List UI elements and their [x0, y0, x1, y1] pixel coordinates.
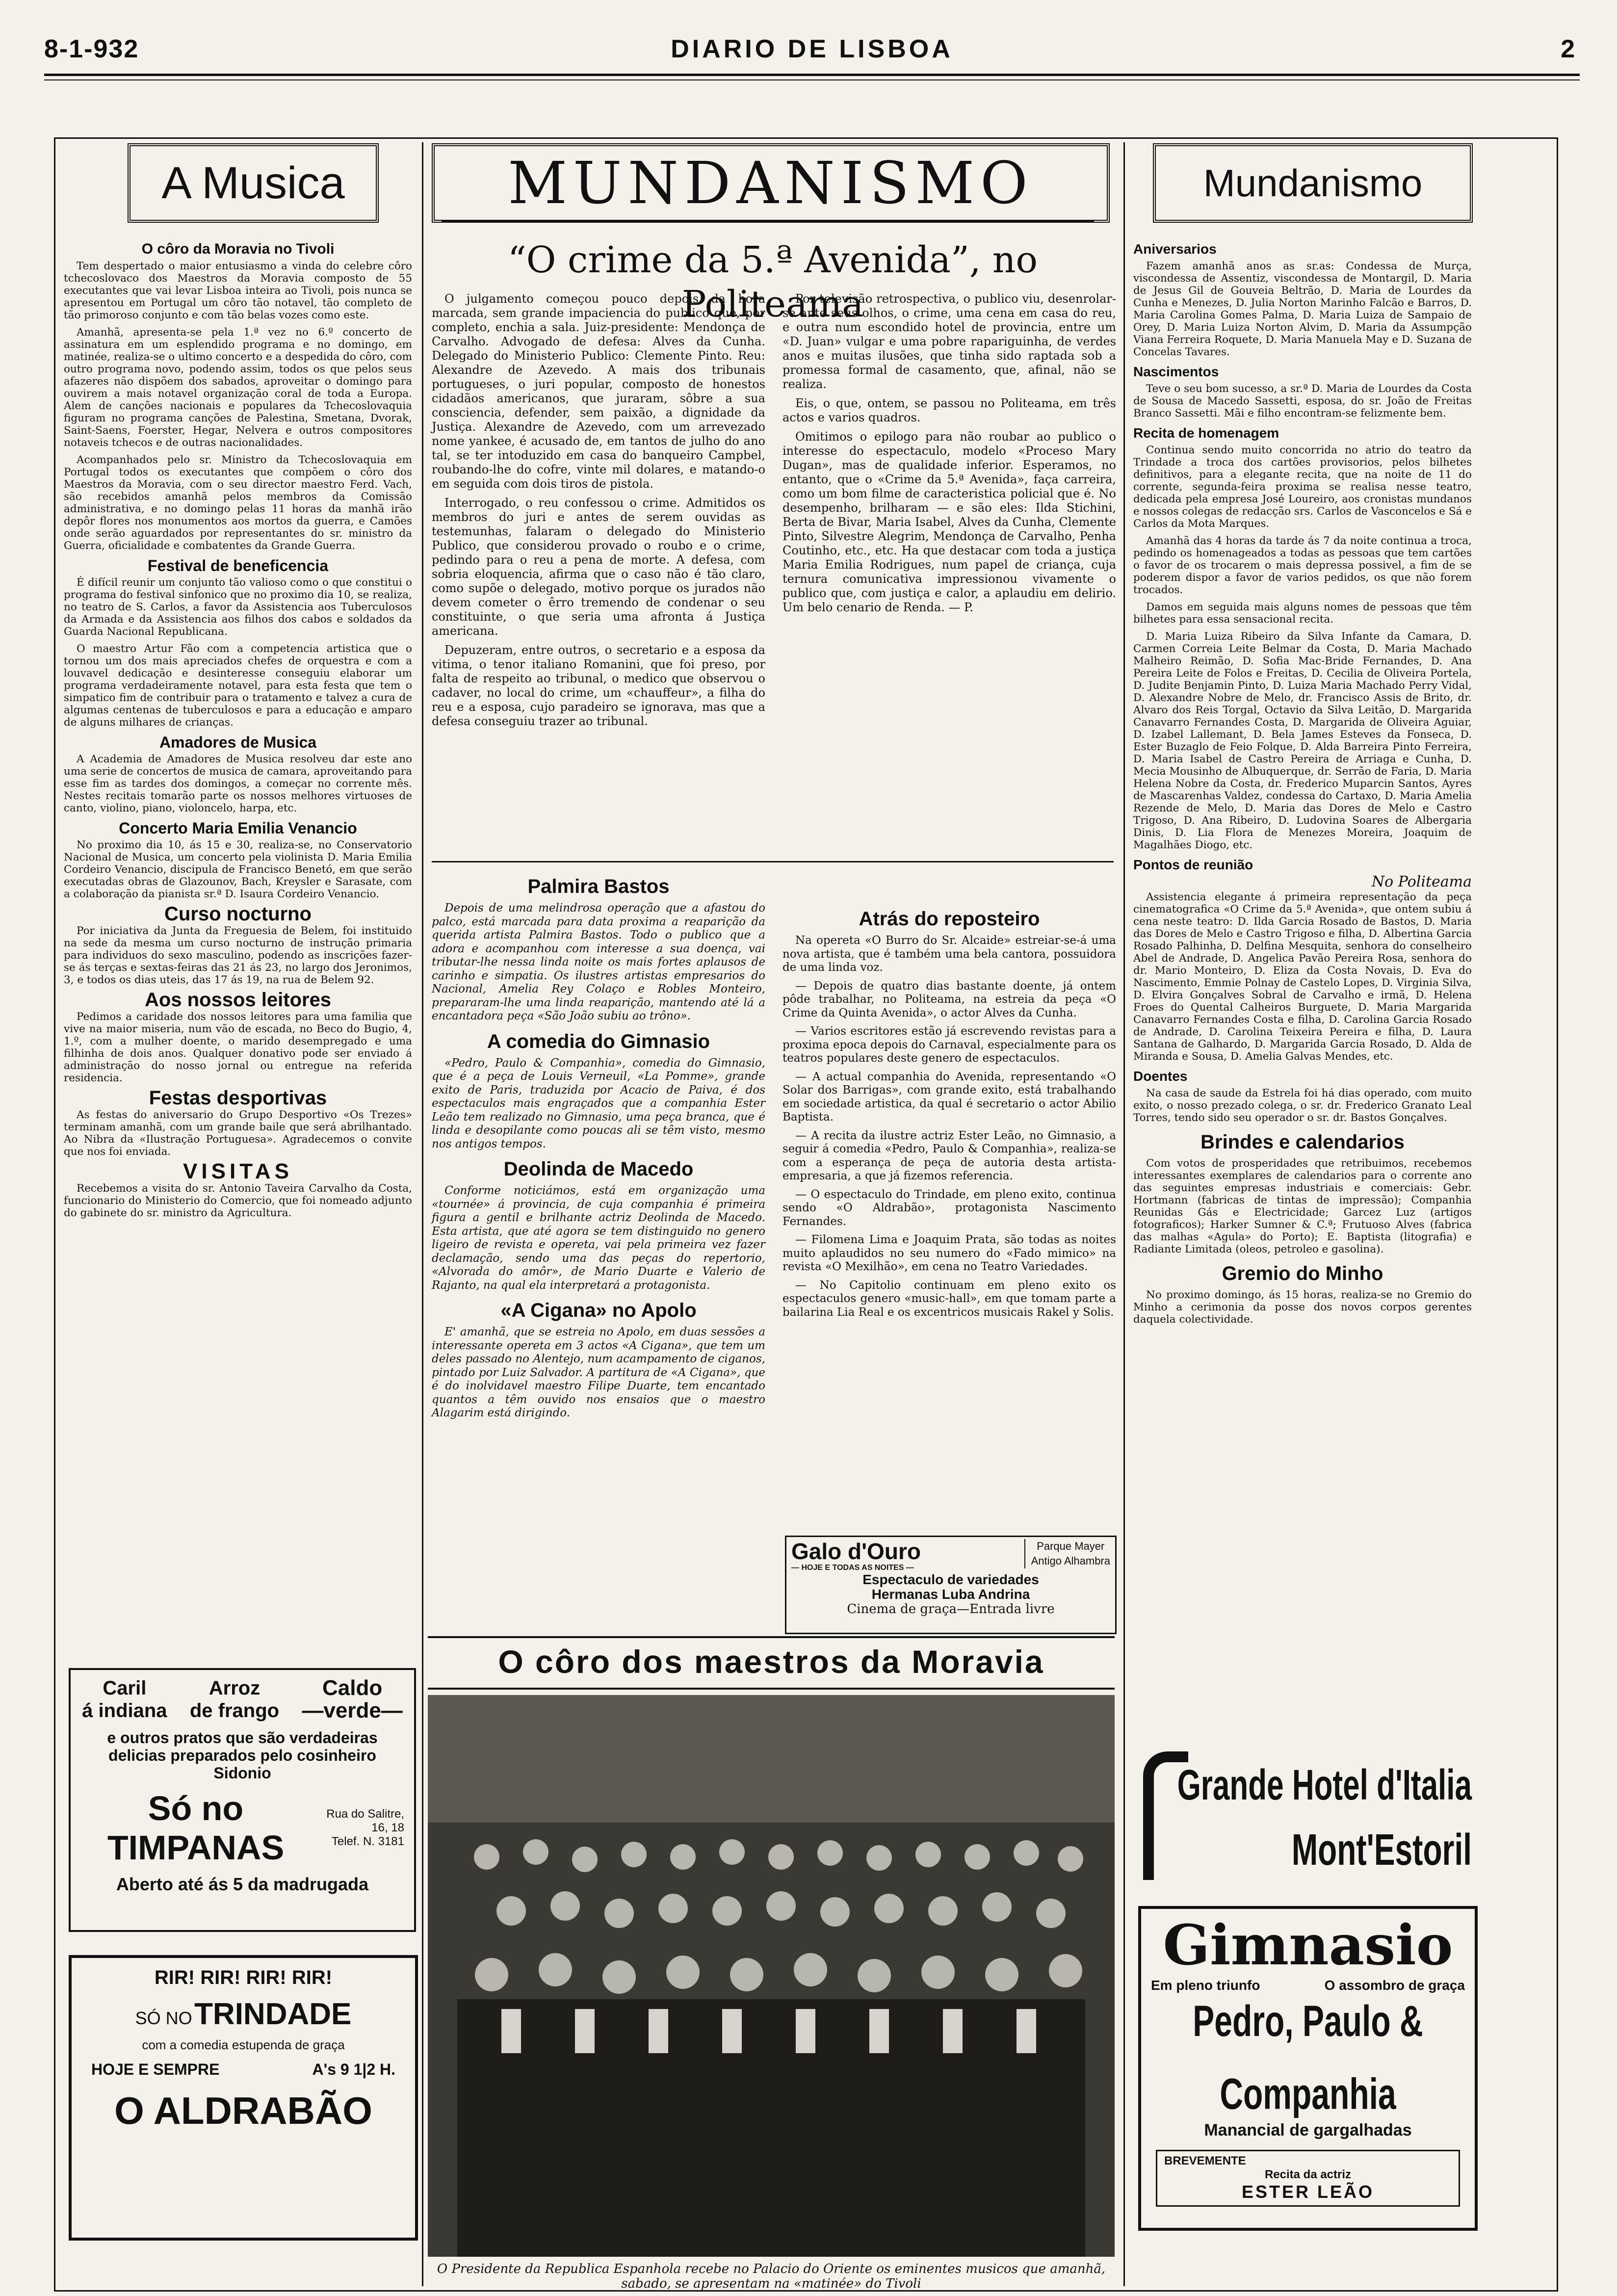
- brevemente-label: BREVEMENTE: [1164, 2154, 1246, 2167]
- crime-paragraph-5: Eis, o que, ontem, se passou no Politeama, em três actos e varios quadros.: [782, 396, 1116, 424]
- galo-line-3: Cinema de graça—Entrada livre: [847, 1602, 1055, 1617]
- theatre-column-left: [432, 868, 765, 1425]
- galo-line-2: Hermanas Luba Andrina: [871, 1587, 1030, 1602]
- gimnasio-brevemente-box: [1156, 2150, 1460, 2207]
- musica-heading: A Musica: [128, 143, 379, 223]
- musica-column: [64, 235, 412, 1224]
- galo-line-1: Espectaculo de variedades: [862, 1572, 1039, 1587]
- pontos-heading: Pontos de reunião: [1133, 857, 1253, 872]
- recita-paragraph-3: Damos em seguida mais alguns nomes de pessoas que têm bilhetes para essa sensacional recita.: [1133, 601, 1472, 626]
- deolinda-paragraph: Conforme noticiámos, está em organização uma «tournée» á provincia, de cuja companhia é primeira figura a gentil e brilhante actriz Deolinda de Macedo. Esta artista, que até agora se tem distinguido no genero ligeiro de revista e opereta, vai pela primeira vez fazer declamação, sendo uma das peças do repertorio, «Alvorada do amôr», de Mario Duarte e Valerio de Rajanto, na qual ela interpretará a protagonista.: [432, 1184, 765, 1292]
- caril-item: Caril á indiana: [82, 1677, 167, 1722]
- masthead-rule: [44, 74, 1580, 76]
- choir-photo-illustration: [428, 1695, 1115, 2257]
- deolinda-heading: Deolinda de Macedo: [503, 1158, 694, 1180]
- reposteiro-paragraph-2: — Depois de quatro dias bastante doente, já ontem pôde trabalhar, no Politeama, na estreia da peça «O Crime da Quinta Avenida», o actor Alves da Cunha.: [782, 979, 1116, 1019]
- crime-paragraph-2: Interrogado, o reu confessou o crime. Admitidos os membros do juri e antes de serem ouvidas as testemunhas, falaram o delegado do Ministerio Publico, que considerou provado o roubo e o crime, pedindo para o reu a pena de morte. A defesa, com sobria eloquencia, afirma que o caso não é tão claro, como supõe o delegado, motivo porque os jurados não devem cometer o êrro tremendo de condenar o seu constituinte, o que seria uma afronta á Justiça americana.: [432, 496, 765, 638]
- palmira-heading: Palmira Bastos: [527, 876, 670, 897]
- politeama-subheading: No Politeama: [1371, 873, 1472, 890]
- photo-title: O côro dos maestros da Moravia: [498, 1644, 1044, 1680]
- reposteiro-paragraph-3: — Varios escritores estão já escrevendo revistas para a proxima epoca depois do Carnaval, especialmente para os teatros populares deste genero de espectaculos.: [782, 1025, 1116, 1065]
- reposteiro-paragraph-7: — Filomena Lima e Joaquim Prata, são todas as noites muito aplaudidos no seu numero do «Fado mimico» na revista «O Mexilhão», em cena no Teatro Variedades.: [782, 1233, 1116, 1273]
- mundanismo-small-heading: Mundanismo: [1153, 143, 1473, 223]
- reposteiro-paragraph-8: — No Capitolio continuam em pleno exito os espectaculos genero «music-hall», em que tomam parte a bailarina Lia Real e os excentricos musicais Rakel y Solis.: [782, 1278, 1116, 1319]
- timpanas-tagline: e outros pratos que são verdadeiras delicias preparados pelo cosinheiro Sidonio: [107, 1729, 378, 1782]
- gimnasio-heading: A comedia do Gimnasio: [487, 1030, 710, 1052]
- reposteiro-paragraph-1: Na opereta «O Burro do Sr. Alcaide» estreiar-se-á uma nova artista, que é também uma bela cantora, possuidora de uma linda voz.: [782, 934, 1116, 974]
- galo-title: Galo d'Ouro: [791, 1539, 921, 1564]
- pontos-paragraph: Assistencia elegante á primeira representação da peça cinematografica «O Crime da 5.ª Avenida», que ontem subiu á cena neste teatro: D. Ilda Garcia Rosado de Bastos, D. Maria das Dores de Melo e Castro Trigoso e filha, D. Albertina Garcia Rosado Palhinha, D. Delfina Mesquita, senhora do conselheiro Abel de Andrade, D. Angelica Pavão Pereira Rosa, senhora do dr. Mario Monteiro, D. Eliza da Costa Novais, D. Eva do Nascimento, Emmie Polnay de Castelo Lopes, D. Virginia Silva, D. Elvira Gonçalves Sobral de Carvalho e irmã, D. Helena Froes do Quental Calheiros Burguete, D. Maria Margarida Canavarro Fernandes Costa e filha, D. Carolina Garcia Rosado de Andrade, D. Carolina Teixeira Pereira e filha, D. Laura Santana de Galhardo, D. Margarida Garcia Rosado, D. Alda de Miranda e Sousa, D. Amelia Galvas Mendes, etc.: [1133, 891, 1472, 1063]
- photo-title-rule: [428, 1688, 1115, 1690]
- curso-heading: Curso nocturno: [164, 903, 312, 925]
- trindade-venue: SÓ NO TRINDADE: [135, 1997, 352, 2031]
- gimnasio-title: Gimnasio: [1163, 1913, 1453, 1978]
- galo-venue: Parque Mayer Antigo Alhambra: [1024, 1539, 1110, 1568]
- issue-date: 8-1-932: [44, 35, 139, 63]
- nascimentos-paragraph: Teve o seu bom sucesso, a sr.ª D. Maria de Lourdes da Costa de Sousa de Macedo Sassetti, esposa, do sr. João de Freitas Branco Sassetti. Mãi e filho encontram-se felizmente bem.: [1133, 383, 1472, 419]
- brindes-heading: Brindes e calendarios: [1200, 1131, 1405, 1153]
- crime-paragraph-3: Depuzeram, entre outros, o secretario e a esposa da vitima, o tenor italiano Romanini, que foi preso, por falta de respeito ao tribunal, o medico que observou o cadaver, no local do crime, um «chauffeur», a filha do reu e a esposa, cujo paradeiro se ignorava, mas que a defesa conseguiu trazer ao tribunal.: [432, 643, 765, 728]
- trindade-times: HOJE E SEMPRE A's 9 1|2 H.: [91, 2061, 395, 2078]
- gimnasio-subtitle: Manancial de gargalhadas: [1204, 2121, 1412, 2139]
- festas-paragraph: As festas do aniversario do Grupo Desportivo «Os Trezes» terminam amanhã, com um grande baile que será abrilhantado. Ao Nibra da «Ilustração Portuguesa». Agradecemos o convite que nos foi enviada.: [64, 1109, 412, 1158]
- recita-paragraph-2: Amanhã das 4 horas da tarde ás 7 da noite continua a troca, pedindo os homenageados a todas as pessoas que tem cartões o favor de os trocarem o mais depressa possivel, a fim de se poderem dispor a favor de varios pedidos, os que não forem trocados.: [1133, 535, 1472, 596]
- concerto-paragraph: No proximo dia 10, ás 15 e 30, realiza-se, no Conservatorio Nacional de Musica, um concerto pela violinista D. Maria Emilia Cordeiro Venancio, discipula de Francisco Benetó, em que serão executadas obras de Glazounov, Bach, Kreysler e Sarasate, com a colaboração da pianista sr.ª D. Isaura Cordeiro Venancio.: [64, 839, 412, 900]
- trindade-desc: com a comedia estupenda de graça: [142, 2037, 345, 2052]
- cigana-heading: «A Cigana» no Apolo: [500, 1300, 697, 1321]
- ester-leao-label: ESTER LEÃO: [1241, 2182, 1375, 2202]
- coro-paragraph-1: Tem despertado o maior entusiasmo a vinda do celebre côro tchecoslovaco dos Maestros da Moravia composto de 55 executantes que vai levar Lisboa inteira ao Tivoli, pois nunca se apresentou em Portugal um côro tão notavel, tão completo de tão primoroso conjunto e com tão belas vozes como este.: [64, 260, 412, 321]
- timpanas-brand: Só no TIMPANAS: [107, 1789, 285, 1867]
- column-divider-2: [1123, 142, 1125, 2286]
- masthead-rule-thin: [44, 79, 1580, 80]
- coro-paragraph-2: Amanhã, apresenta-se pela 1.ª vez no 6.º concerto de assinatura em um esplendido programa e no domingo, em matinée, realiza-se o ultimo concerto e a despedida do côro, com outro programa novo, podendo assim, todos os que pelos seus afazeres não dispõem dos sabados, aproveitar o domingo para ouvirem a mais notavel organização coral de toda a Europa. Alem de canções nacionais e populares da Tchecoslovaquia figuram no programa canções de Palestina, Smetana, Dvorak, Saint-Saens, Foerster, Hegar, Nelvera e outros compositores notaveis tchecos e de outras nacionalidades.: [64, 326, 412, 449]
- masthead: [44, 29, 1580, 74]
- amadores-paragraph: A Academia de Amadores de Musica resolveu dar este ano uma serie de concertos de musica de camara, aproveitando para esse fim as tardes dos domingos, a começar no corrente mês. Nestes recitais tomarão parte os nossos melhores virtuoses de canto, violino, piano, violoncelo, harpa, etc.: [64, 753, 412, 814]
- trindade-ad: [69, 1955, 418, 2241]
- recita-heading: Recita de homenagem: [1133, 425, 1279, 441]
- caldo-item: Caldo —verde—: [302, 1676, 403, 1722]
- crime-bottom-rule: [432, 861, 1114, 862]
- coro-heading: O côro da Moravia no Tivoli: [141, 241, 335, 257]
- crime-headline: “O crime da 5.ª Avenida”, no Politeama: [507, 239, 1038, 325]
- recita-label: Recita da actriz: [1264, 2168, 1352, 2181]
- reposteiro-heading: Atrás do reposteiro: [859, 908, 1040, 930]
- photo-caption: O Presidente da Republica Espanhola recebe no Palacio do Oriente os eminentes musicos que amanhã, sabado, se apresentam na «matinée» do Tivoli: [437, 2262, 1106, 2291]
- crime-column-2: [782, 292, 1116, 620]
- coro-paragraph-3: Acompanhados pelo sr. Ministro da Tchecoslovaquia em Portugal todos os executantes que compõem o côro dos Maestros da Moravia, com o seu director maestro Ferd. Vach, são recebidos amanhã pelos membros da Comissão administrativa, e no domingo pelas 11 horas da manhã irão depôr flores nos monumentos aos mortos da guerra, e Camões onde serão aguardados por representantes do sr. ministro da Guerra, oficialidade e combatentes da Grande Guerra.: [64, 454, 412, 552]
- nascimentos-heading: Nascimentos: [1133, 364, 1219, 379]
- brindes-paragraph: Com votos de prosperidades que retribuimos, recebemos interessantes exemplares de calendarios para o corrente ano das seguintes empresas industriais e comerciais: Gebr. Hortmann (fabricas de tintas de impressão); Companhia Reunidas Gás e Electricidade; Garcez Luz (artigos fotograficos); Harker Sumner & C.ª; Frutuoso Alves (fabrica das malhas «Agula» do Porto); E. Baptista (litografia) e Radiante Limitada (oleos, petroleo e gasolina).: [1133, 1157, 1472, 1255]
- food-items: [71, 1677, 414, 1722]
- reposteiro-paragraph-6: — O espectaculo do Trindade, em pleno exito, continua sendo «O Aldrabão», protagonista Nascimento Fernandes.: [782, 1188, 1116, 1228]
- photo-top-rule: [428, 1636, 1115, 1638]
- page-number: 2: [1561, 35, 1575, 63]
- trindade-title: O ALDRABÃO: [114, 2089, 372, 2132]
- festival-paragraph-1: É difícil reunir um conjunto tão valioso como o que constitui o programa do festival sinfonico que no proximo dia 10, se realiza, no teatro de S. Carlos, a favor da Assistencia aos Tuberculosos da Armada e da Assistencia aos filhos dos cabos e soldados da Guarda Nacional Republicana.: [64, 576, 412, 638]
- column-divider-1: [422, 142, 423, 2286]
- palmira-paragraph: Depois de uma melindrosa operação que a afastou do palco, está marcada para data proxima a reaparição da querida artista Palmira Bastos. Todo o publico que a adora e acompanhou com interesse a sua doença, vai tributar-lhe nessa linda noite os mais fortes aplausos de carinho e simpatia. Os ilustres artistas empresarios do Nacional, Amelia Rey Colaço e Robles Monteiro, prepararam-lhe uma linda reaparição, mantendo até lá a encantadora peça «São João subiu ao trôno».: [432, 902, 765, 1022]
- hotel-location: Mont'Estoril: [1291, 1825, 1472, 1875]
- recita-paragraph-1: Continua sendo muito concorrida no atrio do teatro da Trindade a troca dos cartões provisorios, pelos bilhetes definitivos, para a elegante recita, que na noite de 11 do corrente, segunda-feira proxima se realisa nesse teatro, dedicada pela empresa José Loureiro, aos cronistas mundanos e nossos colegas de redacção srs. Carlos de Vasconcelos e Sá e Carlos da Mota Marques.: [1133, 444, 1472, 530]
- leitores-heading: Aos nossos leitores: [144, 989, 332, 1011]
- gremio-heading: Gremio do Minho: [1222, 1263, 1383, 1284]
- concerto-heading: Concerto Maria Emilia Venancio: [119, 819, 357, 837]
- doentes-paragraph: Na casa de saude da Estrela foi há dias operado, com muito exito, o nosso prezado colega, o sr. dr. Frederico Granato Leal Torres, tendo sido seu operador o sr. dr. Bastos Gonçalves.: [1133, 1087, 1472, 1124]
- festas-heading: Festas desportivas: [149, 1087, 327, 1109]
- gimnasio-taglines: Em pleno triunfo O assombro de graça: [1151, 1978, 1465, 1993]
- newspaper-name: DIARIO DE LISBOA: [671, 35, 953, 63]
- timpanas-ad: [69, 1668, 416, 1932]
- mundanismo-heading: MUNDANISMO: [432, 143, 1110, 223]
- reposteiro-paragraph-4: — A actual companhia do Avenida, representando «O Solar dos Barrigas», com grande exito, está trabalhando em sociedade artistica, da qual é secretario o actor Abilio Baptista.: [782, 1070, 1116, 1123]
- doentes-heading: Doentes: [1133, 1069, 1188, 1084]
- festival-heading: Festival de beneficencia: [147, 557, 329, 574]
- gimnasio-ad: [1138, 1906, 1478, 2231]
- mundanismo-right-column: [1133, 235, 1472, 1331]
- reposteiro-paragraph-5: — A recita da ilustre actriz Ester Leão, no Gimnasio, a seguir á comedia «Pedro, Paulo & Companhia», realiza-se com a esperança de peça de autoria desta artista-empresaria, a que já fizemos referencia.: [782, 1129, 1116, 1182]
- galo-subtitle: — HOJE E TODAS AS NOITES —: [791, 1564, 914, 1572]
- galo-top-row: [791, 1539, 1110, 1572]
- festival-paragraph-2: O maestro Artur Fão com a competencia artistica que o tornou um dos mais apreciados chefes de orquestra e com a louvavel dedicação e desinteresse conseguiu elaborar um programa verdadeiramente notavel, para esta festa que tem o simpatico fim de contribuir para o tratamento e talvez a cura de algumas centenas de tuberculosos e para a educação e amparo de alguns milhares de crianças.: [64, 643, 412, 729]
- hotel-name: Grande Hotel d'Italia: [1177, 1762, 1472, 1809]
- timpanas-hours: Aberto até ás 5 da madrugada: [116, 1874, 369, 1894]
- choir-photo: [428, 1695, 1115, 2257]
- leitores-paragraph: Pedimos a caridade dos nossos leitores para uma familia que vive na maior miseria, num vão de escada, no Beco do Bugio, 4, 1.º, com a mulher doente, o marido desempregado e uma filhinha de dois anos. Qualquer donativo pode ser enviado á administração do nosso jornal ou entregue na referida residencia.: [64, 1011, 412, 1084]
- theatre-column-right: [782, 868, 1116, 1324]
- aniversarios-heading: Aniversarios: [1133, 241, 1217, 257]
- cigana-paragraph: E' amanhã, que se estreia no Apolo, em duas sessões a interessante opereta em 3 actos «A Cigana», que tem um deles passado no Alentejo, num acampamento de ciganos, pintado por Luiz Salvador. A partitura de «A Cigana», que é do inolvidavel maestro Filipe Duarte, tem encantado quantos a têm ouvido nos ensaios que o maestro Alagarim está dirigindo.: [432, 1326, 765, 1419]
- hotel-italia-ad: [1138, 1747, 1472, 1874]
- visitas-heading: VISITAS: [183, 1159, 293, 1183]
- visitas-paragraph: Recebemos a visita do sr. Antonio Taveira Carvalho da Costa, funcionario do Ministerio do Comercio, que foi nomeado adjunto do gabinete do sr. ministro da Agricultura.: [64, 1182, 412, 1219]
- aniversarios-paragraph: Fazem amanhã anos as sr.as: Condessa de Murça, viscondessa de Assentiz, viscondessa de Montargil, D. Maria de Jesus Gil de Gouveia Beltrão, D. Maria de Lourdes da Cunha e Menezes, D. Julia Norton Marinho Falcão e Barros, D. Maria Carolina Gomes Palma, D. Maria Luiza de Sampaio de Orey, D. Maria Luiza Norton Alvim, D. Maria da Assumpção Viana Ferreira Roquete, D. Maria Manuela May e D. Suzana de Concelas Tavares.: [1133, 260, 1472, 358]
- trindade-laugh: RIR! RIR! RIR! RIR!: [154, 1967, 333, 1988]
- gimnasio-paragraph: «Pedro, Paulo & Companhia», comedia do Gimnasio, que é a peça de Louis Verneuil, «La Pomme», grande exito de Paris, traduzida por Acacio de Paiva, é dos espectaculos mais engraçados que a companhia Ester Leão tem realizado no Gimnasio, uma peça branca, que é linda e desopilante como poucas ali se têm visto, mesmo nos antigos tempos.: [432, 1056, 765, 1150]
- crime-paragraph-4: Por televisão retrospectiva, o publico viu, desenrolar-se ante seus olhos, o crime, uma cena em casa do reu, e outra num escondido hotel de provincia, entre um «D. Juan» vulgar e uma pobre rapariguinha, de verdes anos e muitas ilusões, que tinha sido raptada sob a promessa formal de casamento, que, afinal, não se realiza.: [782, 292, 1116, 391]
- timpanas-address: Rua do Salitre, 16, 18 Telef. N. 3181: [326, 1807, 404, 1848]
- heading-rule: [442, 221, 1094, 223]
- galo-title-block: [791, 1539, 921, 1572]
- curso-paragraph: Por iniciativa da Junta da Freguesia de Belem, foi instituido na sede da mesma um curso nocturno de instrução primaria para individuos do sexo masculino, podendo as inscrições fazer-se ás terças e sextas-feiras das 21 ás 23, no largo dos Jeronimos, 3, e todos os dias uteis, das 17 ás 19, na rua de Belem 92.: [64, 925, 412, 986]
- gremio-paragraph: No proximo domingo, ás 15 horas, realiza-se no Gremio do Minho a cerimonia da posse dos novos corpos gerentes daquela colectividade.: [1133, 1289, 1472, 1326]
- gimnasio-play: Pedro, Paulo & Companhia: [1193, 1996, 1423, 2118]
- galo-ouro-ad: [785, 1536, 1117, 1634]
- amadores-heading: Amadores de Musica: [159, 733, 317, 751]
- arroz-item: Arroz de frango: [189, 1677, 280, 1722]
- crime-column-1: [432, 292, 765, 733]
- recita-paragraph-4: D. Maria Luiza Ribeiro da Silva Infante da Camara, D. Carmen Correia Leite Belmar da Costa, D. Maria Machado Malheiro Reimão, D. Sofia Mac-Bride Fernandes, D. Ana Pereira Leite de Folos e Freitas, D. Cecilia de Oliveira Portela, D. Judite Benjamin Pinto, D. Luiza Maria Machado Perry Vidal, D. Alexandre Nobre de Melo, dr. Francisco Assis de Brito, dr. Alvaro dos Reis Torgal, Octavio da Silva Leitão, D. Margarida Canavarro Fernandes Costa, D. Margarida de Oliveira Aguiar, D. Izabel Lallemant, D. Bela James Esteves da Fonseca, D. Ester Buzaglo de Feio Folque, D. Alda Barreira Pinto Ferreira, D. Maria Isabel de Castro Pereira de Arriaga e Cunha, D. Mecia Mousinho de Albuquerque, dr. Serrão de Faria, D. Maria Helena Nobre da Costa, dr. Frederico Muparcin Santos, Ayres de Mascarenhas Valdez, condessa do Cartaxo, D. Maria Amelia Rezende de Melo, D. Maria das Dores de Melo e Castro Trigoso, D. Ana Ribeiro, D. Ludovina Soares de Albergaria Dinis, D. Lia Flora de Menezes Moreira, Joaquim de Magalhães Diogo, etc.: [1133, 630, 1472, 851]
- timpanas-brand-row: [80, 1789, 404, 1867]
- crime-paragraph-1: O julgamento começou pouco depois da hora marcada, sem grande impaciencia do publico que, por completo, enchia a sala. Juiz-presidente: Mendonça de Carvalho. Advogado de defesa: Alves da Cunha. Delegado do Ministerio Publico: Clemente Pinto. Reu: Alexandre de Azevedo. A mais dos tribunais portugueses, o juri popular, composto de honestos cidadãos americanos, que juraram, sôbre a sua consciencia, defender, sem paixão, a dignidade da Justiça. Alexandre de Azevedo, com um arrevezado nome yankee, é acusado de, em tantos de julho do ano tal, se ter intoduzido em casa do banqueiro Campbel, roubando-lhe do cofre, vinte mil dolares, e matando-o em seguida com dois tiros de pistola.: [432, 292, 765, 491]
- crime-paragraph-6: Omitimos o epilogo para não roubar ao publico o interesse do espectaculo, modelo «Proceso Mary Dugan», mas de qualidade inferior. Esperamos, no entanto, que o «Crime da 5.ª Avenida», faça carreira, como um bom filme de caracteristica policial que é. No desempenho, brilharam — e são eles: Ilda Stichini, Berta de Bivar, Maria Isabel, Alves da Cunha, Clemente Pinto, Silvestre Alegrim, Mendonça de Carvalho, Penha Coutinho, etc., etc. Ha que destacar com toda a justiça Maria Emilia Rodrigues, num papel de criança, cuja ternura comunicativa impressionou vivamente o publico que, com justiça e calor, a aplaudiu em delirio. Um belo cenario de Renda. — P.: [782, 430, 1116, 614]
